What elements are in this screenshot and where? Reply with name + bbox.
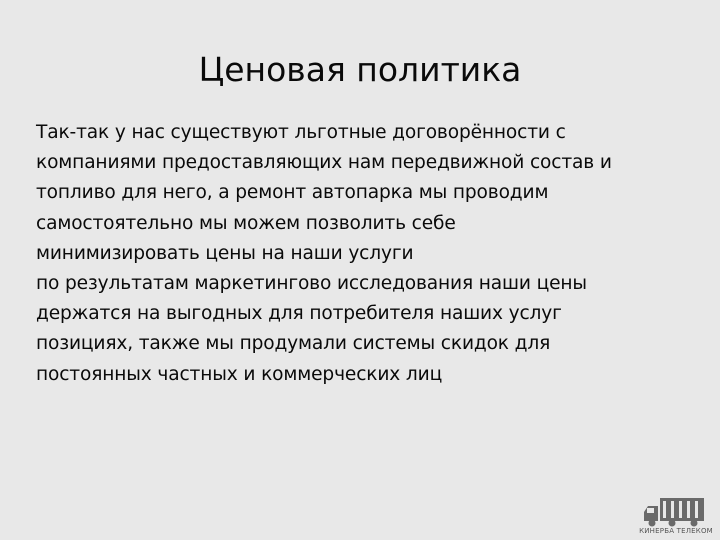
body-line: минимизировать цены на наши услуги (36, 242, 414, 264)
slide-title: Ценовая политика (198, 50, 522, 89)
body-line: топливо для него, а ремонт автопарка мы проводим (36, 182, 549, 204)
body-line: компаниями предоставляющих нам передвижной состав и (36, 152, 612, 174)
body-line: по результатам маркетингово исследования наши цены (36, 273, 587, 295)
body-line: постоянных частных и коммерческих лиц (36, 363, 443, 385)
truck-icon (636, 494, 716, 528)
body-line: Так-так у нас существуют льготные договорённости с (36, 122, 566, 143)
body-line: самостоятельно мы можем позволить себе (36, 212, 456, 234)
company-logo (636, 494, 716, 538)
logo-caption: КИНЕРБА ТЕЛЕКОМ (639, 527, 713, 535)
body-line: позициях, также мы продумали системы скидок для (36, 333, 551, 355)
slide-body (36, 118, 696, 390)
body-line: держатся на выгодных для потребителя наших услуг (36, 303, 562, 325)
